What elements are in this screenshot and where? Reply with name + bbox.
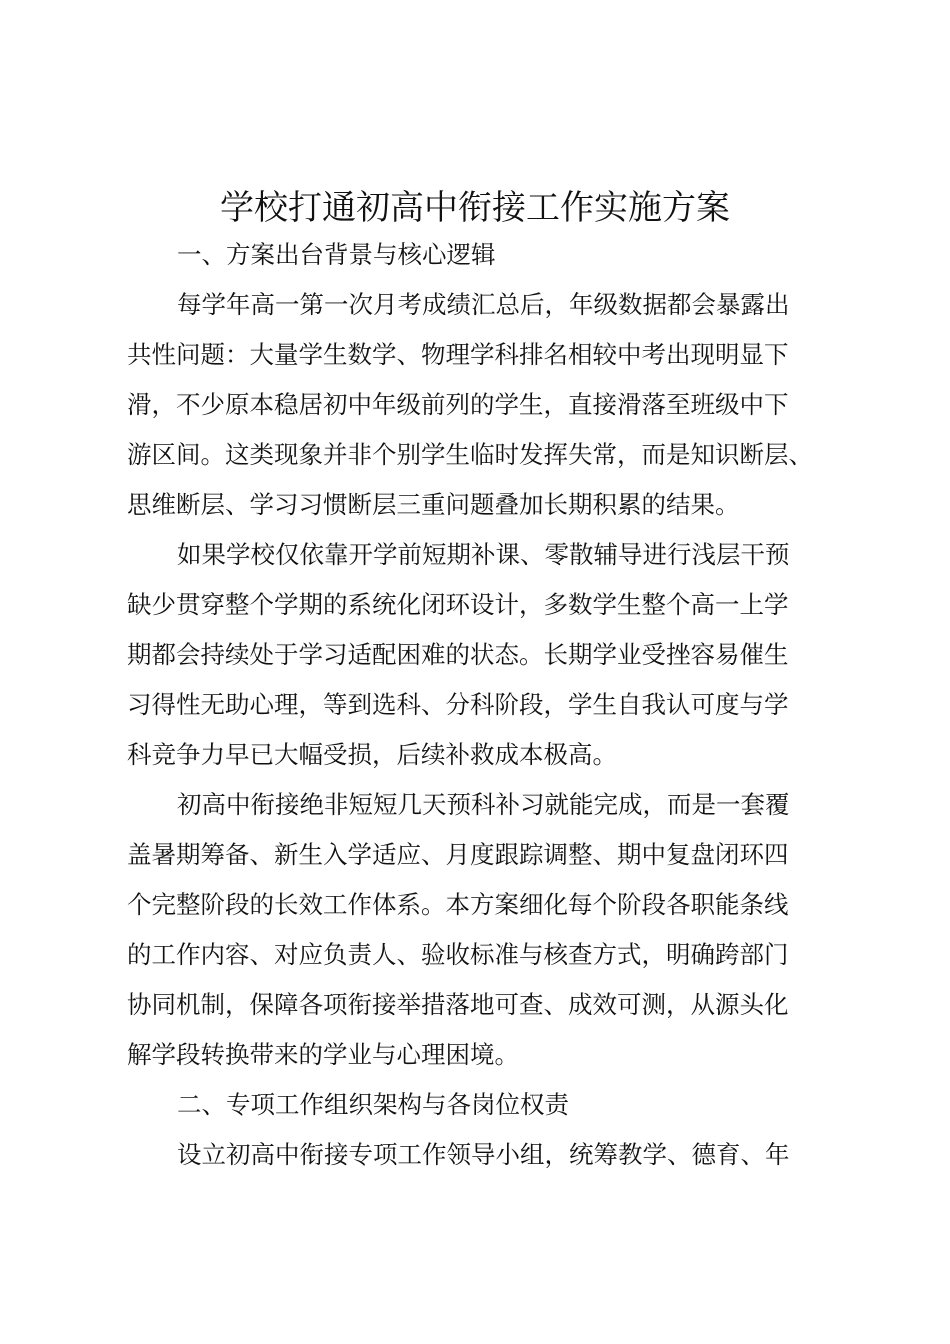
paragraph-line: 的工作内容、对应负责人、验收标准与核查方式，明确跨部门 (127, 940, 789, 969)
paragraph-line: 每学年高一第一次月考成绩汇总后，年级数据都会暴露出 (177, 290, 790, 319)
document-title: 学校打通初高中衔接工作实施方案 (220, 188, 730, 228)
paragraph-line: 共性问题：大量学生数学、物理学科排名相较中考出现明显下 (127, 340, 789, 369)
paragraph-line: 习得性无助心理，等到选科、分科阶段，学生自我认可度与学 (127, 690, 789, 719)
section-heading-2: 二、专项工作组织架构与各岗位权责 (177, 1090, 569, 1119)
paragraph-line: 盖暑期筹备、新生入学适应、月度跟踪调整、期中复盘闭环四 (127, 840, 789, 869)
section-heading-1: 一、方案出台背景与核心逻辑 (177, 240, 496, 269)
paragraph-line: 游区间。这类现象并非个别学生临时发挥失常，而是知识断层、 (127, 440, 813, 469)
paragraph-line: 解学段转换带来的学业与心理困境。 (127, 1040, 519, 1069)
paragraph-line: 科竞争力早已大幅受损，后续补救成本极高。 (127, 740, 617, 769)
paragraph-line: 滑，不少原本稳居初中年级前列的学生，直接滑落至班级中下 (127, 390, 789, 419)
paragraph-line: 思维断层、学习习惯断层三重问题叠加长期积累的结果。 (127, 490, 740, 519)
paragraph-line: 个完整阶段的长效工作体系。本方案细化每个阶段各职能条线 (127, 890, 789, 919)
paragraph-line: 期都会持续处于学习适配困难的状态。长期学业受挫容易催生 (127, 640, 789, 669)
paragraph-line: 设立初高中衔接专项工作领导小组，统筹教学、德育、年 (177, 1140, 790, 1169)
paragraph-line: 初高中衔接绝非短短几天预科补习就能完成，而是一套覆 (177, 790, 790, 819)
paragraph-line: 协同机制，保障各项衔接举措落地可查、成效可测，从源头化 (127, 990, 789, 1019)
paragraph-line: 如果学校仅依靠开学前短期补课、零散辅导进行浅层干预 (177, 540, 790, 569)
paragraph-line: 缺少贯穿整个学期的系统化闭环设计，多数学生整个高一上学 (127, 590, 789, 619)
